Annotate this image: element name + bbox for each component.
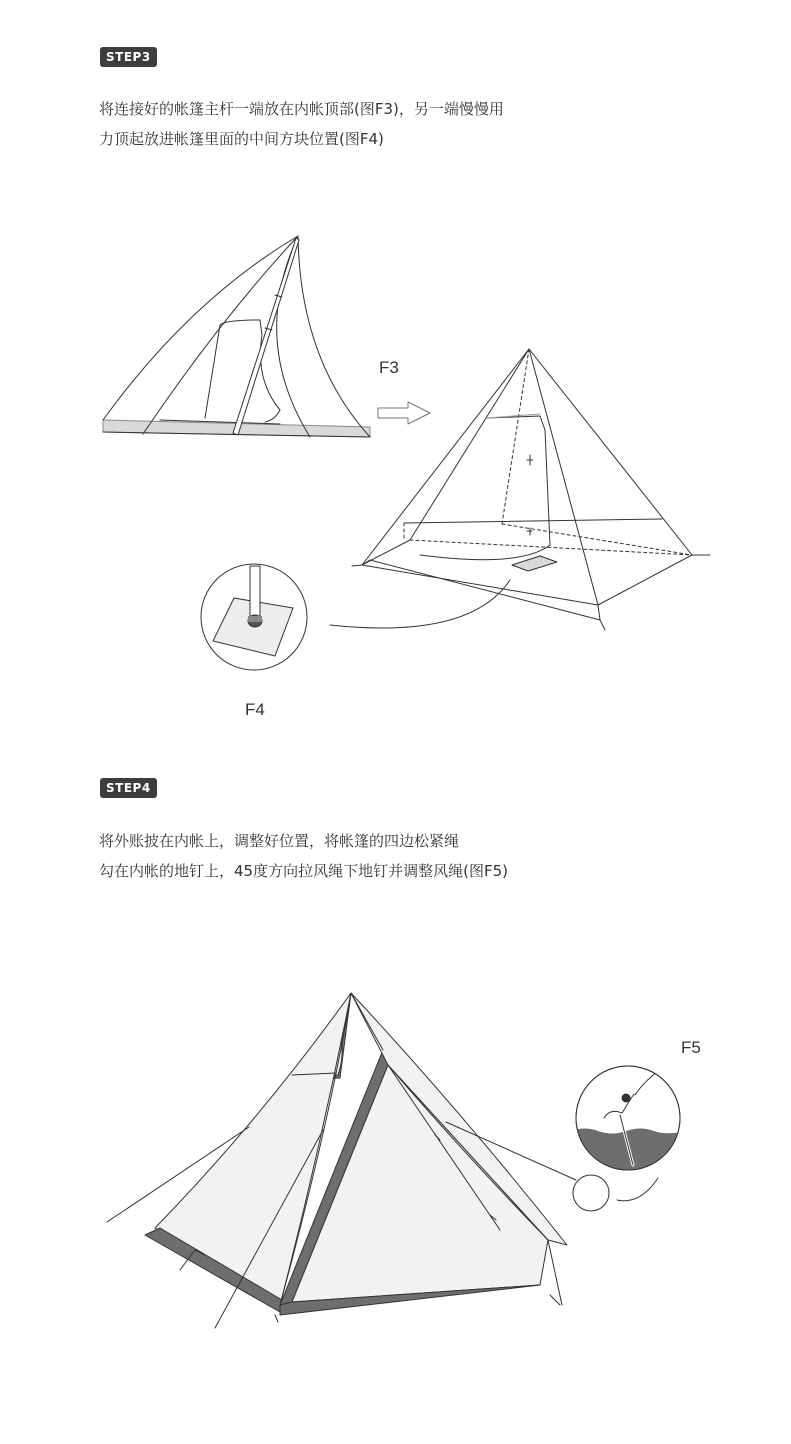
step4-line-1: 将外账披在内帐上，调整好位置，将帐篷的四边松紧绳 bbox=[99, 832, 460, 850]
figure-label-f5: F5 bbox=[681, 1038, 701, 1057]
stake-detail bbox=[570, 1066, 690, 1180]
tent-fly-assembled bbox=[107, 993, 576, 1328]
step4-line-2: 勾在内帐的地钉上，45度方向拉风绳下地钉并调整风绳(图F5) bbox=[99, 862, 508, 880]
step3-badge: STEP3 bbox=[100, 47, 157, 67]
step4-badge: STEP4 bbox=[100, 778, 157, 798]
step3-line-2: 力顶起放进帐篷里面的中间方块位置(图F4) bbox=[99, 130, 384, 148]
figure-label-f3: F3 bbox=[379, 358, 399, 377]
step3-line-1: 将连接好的帐篷主杆一端放在内帐顶部(图F3)，另一端慢慢用 bbox=[99, 100, 504, 118]
figure-label-f4: F4 bbox=[245, 700, 265, 719]
